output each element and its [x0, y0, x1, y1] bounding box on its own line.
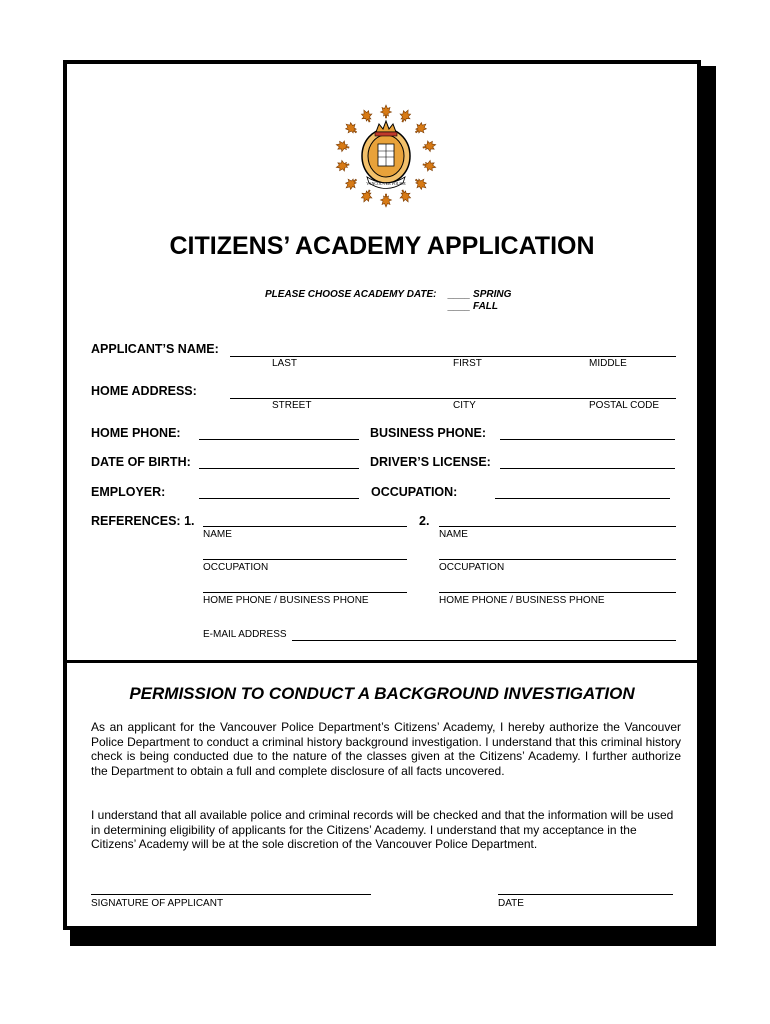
middle-name-caption: MIDDLE: [589, 358, 627, 369]
reference-2-label: 2.: [419, 514, 430, 528]
home-phone-field[interactable]: [199, 439, 359, 440]
application-form: [63, 60, 701, 930]
reference-1-name-caption: NAME: [203, 529, 232, 540]
crown-icon: [376, 121, 396, 132]
occupation-field[interactable]: [495, 498, 670, 499]
reference-2-name-field[interactable]: [439, 526, 676, 527]
maple-leaf-icon: [397, 108, 413, 125]
home-phone-label: HOME PHONE:: [91, 426, 181, 440]
maple-leaf-icon: [335, 139, 350, 153]
signature-caption: SIGNATURE OF APPLICANT: [91, 898, 224, 909]
maple-leaf-icon: [381, 105, 392, 118]
spring-option[interactable]: ____ SPRING: [448, 289, 512, 300]
maple-leaf-icon: [412, 120, 429, 137]
applicant-name-field[interactable]: [230, 356, 676, 357]
maple-leaf-icon: [397, 188, 413, 205]
signature-field[interactable]: [91, 894, 371, 895]
first-name-caption: FIRST: [453, 358, 482, 369]
reference-1-occupation-caption: OCCUPATION: [203, 562, 269, 573]
maple-leaf-icon: [422, 159, 437, 173]
crest-text: VANCOUVER POLICE: [366, 181, 406, 186]
reference-2-occupation-field[interactable]: [439, 559, 676, 560]
section-divider: [67, 660, 697, 663]
reference-2-name-caption: NAME: [439, 529, 468, 540]
employer-field[interactable]: [199, 498, 359, 499]
city-caption: CITY: [453, 400, 476, 411]
date-field[interactable]: [498, 894, 673, 895]
occupation-label: OCCUPATION:: [371, 485, 458, 499]
applicant-name-label: APPLICANT’S NAME:: [91, 342, 219, 356]
reference-1-name-field[interactable]: [203, 526, 407, 527]
business-phone-field[interactable]: [500, 439, 675, 440]
permission-paragraph-1: As an applicant for the Vancouver Police Department’s Citizens’ Academy, I hereby authorize the Vancouver Police Department to conduct a criminal history background investigation. I understand that this criminal history check is being conducted due to the nature of the classes given at the Citizens’ Academy. I further authorize the Department to obtain a full and complete disclosure of all facts uncovered.: [91, 720, 681, 779]
reference-2-occupation-caption: OCCUPATION: [439, 562, 505, 573]
reference-1-phone-field[interactable]: [203, 592, 407, 593]
drivers-license-label: DRIVER’S LICENSE:: [370, 455, 491, 469]
fall-option[interactable]: ____ FALL: [448, 301, 499, 312]
references-label: REFERENCES: 1.: [91, 514, 195, 528]
reference-1-phone-caption: HOME PHONE / BUSINESS PHONE: [203, 595, 369, 606]
email-field[interactable]: [292, 640, 676, 641]
permission-heading: PERMISSION TO CONDUCT A BACKGROUND INVESTIGATION: [129, 684, 635, 703]
home-address-field[interactable]: [230, 398, 676, 399]
date-caption: DATE: [498, 898, 524, 909]
maple-leaf-icon: [422, 139, 437, 153]
reference-1-occupation-field[interactable]: [203, 559, 407, 560]
form-title: CITIZENS’ ACADEMY APPLICATION: [169, 232, 595, 260]
date-of-birth-label: DATE OF BIRTH:: [91, 455, 191, 469]
postal-code-caption: POSTAL CODE: [589, 400, 660, 411]
drivers-license-field[interactable]: [500, 468, 675, 469]
academy-date-prompt: PLEASE CHOOSE ACADEMY DATE:: [265, 289, 437, 300]
maple-leaf-icon: [343, 175, 360, 192]
date-of-birth-field[interactable]: [199, 468, 359, 469]
permission-paragraph-2: I understand that all available police and criminal records will be checked and that the information will be used in determining eligibility of applicants for the Citizens’ Academy. I understand that my acceptance in the Citizens’ Academy will be at the sole discretion of the Vancouver Police Department.: [91, 808, 674, 852]
reference-2-phone-caption: HOME PHONE / BUSINESS PHONE: [439, 595, 605, 606]
email-label: E-MAIL ADDRESS: [203, 629, 287, 640]
last-name-caption: LAST: [272, 358, 298, 369]
maple-leaf-icon: [381, 194, 392, 207]
maple-leaf-icon: [359, 108, 375, 125]
police-crest-logo: [331, 99, 441, 211]
maple-leaf-icon: [412, 175, 429, 192]
employer-label: EMPLOYER:: [91, 485, 166, 499]
street-caption: STREET: [272, 400, 312, 411]
maple-leaf-icon: [359, 188, 375, 205]
maple-leaf-icon: [335, 159, 350, 173]
home-address-label: HOME ADDRESS:: [91, 384, 197, 398]
business-phone-label: BUSINESS PHONE:: [370, 426, 486, 440]
reference-2-phone-field[interactable]: [439, 592, 676, 593]
maple-leaf-icon: [343, 120, 360, 137]
